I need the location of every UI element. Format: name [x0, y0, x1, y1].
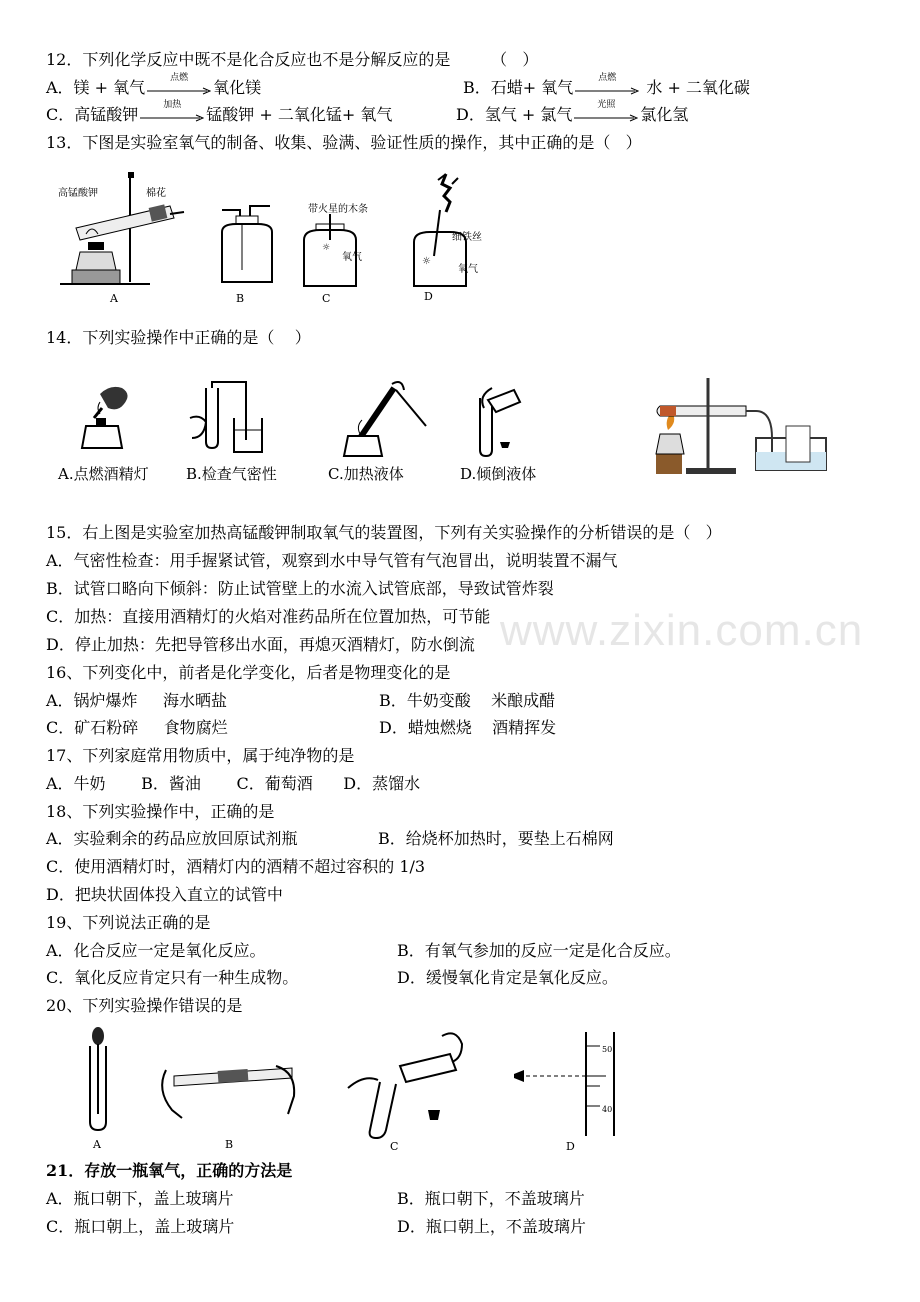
q15-stem: 15．右上图是实验室加热高锰酸钾制取氧气的装置图，下列有关实验操作的分析错误的是（ ）: [46, 523, 722, 542]
q12-option-c: C．高锰酸钾 加热 锰酸钾 + 二氧化锰+ 氧气: [46, 99, 393, 124]
q21-option-d: D．瓶口朝上，不盖玻璃片: [397, 1217, 586, 1236]
q21-option-c: C．瓶口朝上，盖上玻璃片: [46, 1217, 235, 1236]
q21-option-b: B．瓶口朝下，不盖玻璃片: [397, 1189, 585, 1208]
q14-figure: [56, 378, 836, 488]
kmno4-apparatus: [656, 378, 826, 474]
q21-stem: 21．存放一瓶氧气，正确的方法是: [46, 1161, 293, 1180]
svg-text:☼: ☼: [422, 256, 431, 267]
hands-holding-tube: [162, 1066, 294, 1151]
letter-c: C: [390, 1140, 399, 1153]
caption-c: C.加热液体: [328, 465, 404, 483]
q16-option-d: D．蜡烛燃烧 酒精挥发: [379, 718, 557, 737]
q19-option-a: A．化合反应一定是氧化反应。: [46, 941, 266, 960]
reaction-arrow: 点燃: [147, 82, 211, 96]
tick-40: 40: [602, 1105, 613, 1114]
q12-option-b: B．石蜡+ 氧气 点燃 水 + 二氧化碳: [463, 72, 750, 97]
label-oxygen-d: 氧气: [458, 264, 478, 275]
watermark: www.zixin.com.cn: [500, 606, 864, 655]
caption-a: A.点燃酒精灯: [58, 465, 149, 483]
q12-stem: 12．下列化学反应中既不是化合反应也不是分解反应的是 （ ）: [46, 50, 539, 69]
q16-option-c: C．矿石粉碎 食物腐烂: [46, 718, 228, 737]
op-heat-liquid: [344, 382, 426, 456]
label-wire: 细铁丝: [452, 232, 482, 243]
q20-stem: 20、下列实验操作错误的是: [46, 996, 243, 1015]
label-cotton: 棉花: [146, 188, 166, 199]
q14-stem: 14．下列实验操作中正确的是（ ）: [46, 328, 311, 347]
q12-option-d: D．氢气 + 氯气 光照 氯化氢: [456, 99, 689, 124]
tick-50: 50: [602, 1045, 613, 1054]
label-kmno4: 高锰酸钾: [58, 188, 98, 199]
letter-b: B: [236, 292, 245, 305]
letter-d: D: [566, 1140, 575, 1153]
q19-stem: 19、下列说法正确的是: [46, 913, 211, 932]
q18-stem: 18、下列实验操作中，正确的是: [46, 802, 275, 821]
q18-option-c: C．使用酒精灯时，酒精灯内的酒精不超过容积的 1/3: [46, 857, 426, 876]
caption-b: B.检查气密性: [186, 465, 277, 483]
letter-d: D: [424, 290, 433, 303]
svg-text:☼: ☼: [322, 243, 331, 253]
caption-d: D.倾倒液体: [460, 465, 537, 483]
q18-option-a: A．实验剩余的药品应放回原试剂瓶: [46, 829, 298, 848]
q19-option-d: D．缓慢氧化肯定是氧化反应。: [397, 968, 618, 987]
q13-stem: 13．下图是实验室氧气的制备、收集、验满、验证性质的操作，其中正确的是（ ）: [46, 133, 642, 152]
op-pour-liquid: [480, 388, 520, 456]
apparatus-d: [414, 174, 482, 303]
apparatus-b: [222, 206, 272, 305]
letter-a: A: [93, 1138, 101, 1151]
q12-option-a: A．镁 + 氧气 点燃 氧化镁: [46, 72, 262, 97]
label-oxygen-c: 氧气: [342, 252, 362, 263]
reading-cylinder: [514, 1032, 614, 1153]
q18-option-b: B．给烧杯加热时，要垫上石棉网: [378, 829, 614, 848]
op-check-airtight: [190, 382, 262, 452]
q16-option-a: A．锅炉爆炸 海水晒盐: [46, 691, 227, 710]
reaction-arrow: 加热: [140, 109, 204, 123]
q15-option-a: A．气密性检查：用手握紧试管，观察到水中导气管有气泡冒出，说明装置不漏气: [46, 551, 618, 570]
reaction-arrow: 点燃: [575, 82, 639, 96]
letter-b: B: [225, 1138, 234, 1151]
q21-option-a: A．瓶口朝下，盖上玻璃片: [46, 1189, 234, 1208]
reaction-arrow: 光照: [574, 109, 638, 123]
apparatus-c: [304, 202, 368, 305]
q15-option-b: B．试管口略向下倾斜：防止试管壁上的水流入试管底部，导致试管炸裂: [46, 579, 554, 598]
q16-option-b: B．牛奶变酸 米酿成醋: [379, 691, 556, 710]
q19-option-c: C．氧化反应肯定只有一种生成物。: [46, 968, 299, 987]
q19-option-b: B．有氧气参加的反应一定是化合反应。: [397, 941, 681, 960]
op-light-lamp: [82, 387, 128, 448]
label-splint: 带火星的木条: [308, 204, 368, 215]
pouring-into-tube: [348, 1033, 462, 1153]
letter-a: A: [110, 292, 118, 305]
apparatus-a: [58, 172, 184, 305]
q13-figure: [50, 170, 490, 310]
q16-stem: 16、下列变化中，前者是化学变化，后者是物理变化的是: [46, 663, 451, 682]
q18-option-d: D．把块状固体投入直立的试管中: [46, 885, 283, 904]
dropper-in-tube: [90, 1027, 106, 1151]
q17-stem: 17、下列家庭常用物质中，属于纯净物的是: [46, 746, 355, 765]
q17-options: A．牛奶 B．酱油 C．葡萄酒 D．蒸馏水: [46, 774, 421, 793]
q15-option-c: C．加热：直接用酒精灯的火焰对准药品所在位置加热，可节能: [46, 607, 491, 626]
letter-c: C: [322, 292, 331, 305]
q20-figure: [70, 1026, 640, 1156]
q15-option-d: D．停止加热：先把导管移出水面，再熄灭酒精灯，防水倒流: [46, 635, 475, 654]
